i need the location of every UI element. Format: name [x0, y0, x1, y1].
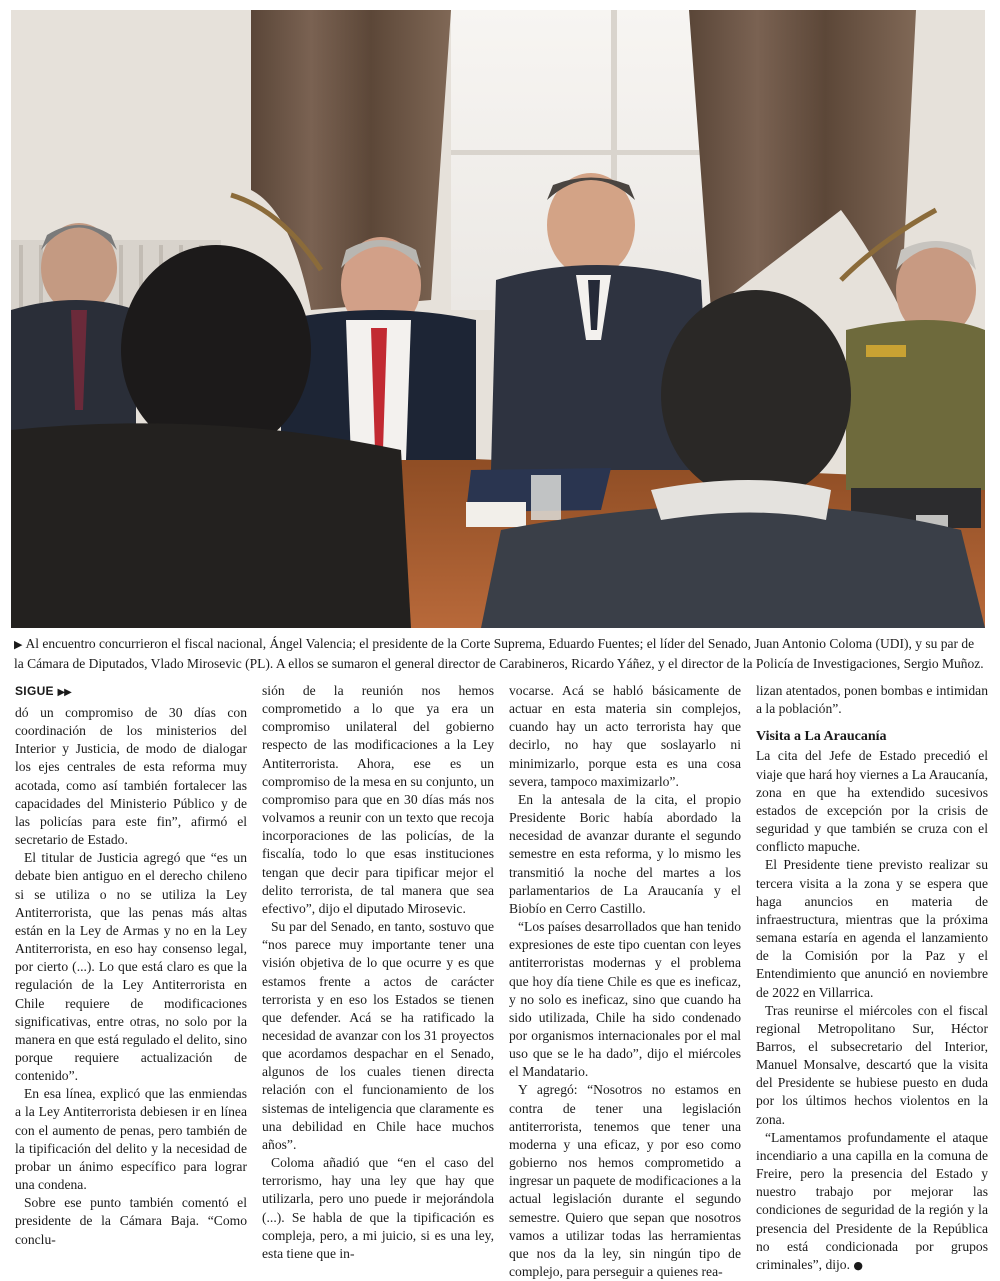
- article-column-2: [262, 682, 494, 1263]
- paragraph: lizan atentados, ponen bombas e intimidan a la población”.: [756, 683, 988, 717]
- paragraph: Coloma añadió que “en el caso del terrorismo, hay una ley que hay que utilizarla, pero uno puede ir mejorándola (...). Se habla de que la tipificación es compleja, pero, a mi juicio, si es una ley, esta tiene que in-: [262, 1155, 494, 1261]
- paragraph: En esa línea, explicó que las enmiendas a la Ley Antiterrorista debiesen ir en línea con el aumento de penas, pero también de la tipificación del delito y la necesidad de probar un ánimo específico para lograr una condena.: [15, 1086, 247, 1193]
- double-arrow-right-icon: ▶▶: [57, 687, 71, 698]
- paragraph: vocarse. Acá se habló básicamente de actuar en esta materia sin complejos, cuando hay un acto terrorista hay que decirlo, no hay que soslayarlo ni minimizarlo, porque esta es una cosa severa, tampoco maximizarlo”.: [509, 683, 741, 789]
- meeting-photo: [11, 10, 985, 628]
- article-column-3: [509, 682, 741, 1281]
- paragraph: [756, 1129, 988, 1275]
- meeting-photo-illustration: [11, 10, 985, 628]
- paragraph: “Los países desarrollados que han tenido expresiones de este tipo cuentan con leyes antiterroristas modernas y el problema que hoy día tiene Chile es que es ineficaz, y no solo es ineficaz, sino que cuando ha sido utilizada, Chile ha sido condenado por organismos internacionales por el mal uso que se le ha dado”, dijo el miércoles el Mandatario.: [509, 919, 741, 1080]
- paragraph-text: “Lamentamos profundamente el ataque incendiario a una capilla en la comuna de Freire, pero la presencia del Estado y nuestro trabajo por mejorar las condiciones de seguridad de la región y la presencia del Presidente de la República no está condicionada por grupos criminales”, dijo.: [756, 1129, 988, 1272]
- paragraph: sión de la reunión nos hemos comprometido a lo que ya era un compromiso unilateral del gobierno respecto de las modificaciones a la Ley Antiterrorista. Ahora, ese es un compromiso de la mesa en su conjunto, un compromiso para que en 30 días más nos volvamos a reunir con un texto que recoja incorporaciones de las policías, de la fiscalía, todo lo que esas instituciones tengan que decir para tipificar mejor el delito terrorista, de tal manera que sea efectivo”, dijo el diputado Mirosevic.: [262, 683, 494, 916]
- article-column-1: [15, 682, 247, 1249]
- caption-text: Al encuentro concurrieron el fiscal nacional, Ángel Valencia; el presidente de la Corte Suprema, Eduardo Fuentes; el líder del Senado, Juan Antonio Coloma (UDI), y su par de la Cámara de Diputados, Vlado Mirosevic (PL). A ellos se sumaron el general director de Carabineros, Ricardo Yáñez, y el director de la Policía de Investigaciones, Sergio Muñoz.: [14, 636, 984, 671]
- paragraph: Sobre ese punto también comentó el presidente de la Cámara Baja. “Como conclu-: [15, 1195, 247, 1247]
- paragraph: El titular de Justicia agregó que “es un debate bien antiguo en el derecho chileno si se utiliza o no se utiliza la Ley Antiterrorista, que las penas más altas están en la Ley de Armas y no en la Ley Antiterrorista, en eso hay consenso legal, por cierto (...). Lo que está claro es que la regulación de la Ley Antiterrorista en Chile requiere de modificaciones significativas, entre otras, no solo por la manera en que está regulado el delito, sino porque requiere actualización de contenido”.: [15, 850, 247, 1084]
- paragraph: Y agregó: “Nosotros no estamos en contra de tener una legislación antiterrorista, tenemos que tener una moderna y una eficaz, y por eso como gobierno nos hemos comprometido a ingresar un paquete de modificaciones a la actual legislación durante el segundo semestre. Quiero que sepan que nosotros vamos a utilizar todas las herramientas que nos da la ley, sin ningún tipo de complejo, para perseguir a quienes rea-: [509, 1082, 741, 1279]
- photo-caption: [14, 635, 986, 673]
- paragraph: En la antesala de la cita, el propio Presidente Boric había abordado la necesidad de avanzar durante el segundo semestre en esta reforma, y lo mismo les transmitió la noche del martes a los parlamentarios de La Araucanía y el Biobío en Cerro Castillo.: [509, 791, 741, 916]
- paragraph: Su par del Senado, en tanto, sostuvo que “nos parece muy importante tener una visión objetiva de lo que ocurre y es que estamos frente a actos de carácter terrorista y en eso los Estados se tienen que defender. Acá se ha ratificado la necesidad de avanzar con los 31 proyectos que acordamos despachar en el Senado, algunos de los cuales tienen directa relación con el funcionamiento de los sistemas de inteligencia que claramente es una debilidad en Chile hace muchos años”.: [262, 919, 494, 1152]
- end-mark-icon: ●: [853, 1258, 864, 1272]
- paragraph: Tras reunirse el miércoles con el fiscal regional Metropolitano Sur, Héctor Barros, el subsecretario del Interior, Manuel Monsalve, descartó que la visita del Presidente se hubiese puesto en duda por los últimos hechos violentos en la zona.: [756, 1002, 988, 1127]
- sigue-text: SIGUE: [15, 684, 54, 698]
- paragraph: La cita del Jefe de Estado precedió el viaje que hará hoy viernes a La Araucanía, zona en que ha extendido sucesivos estados de excepción por la crisis de seguridad y que también se cruza con el conflicto mapuche.: [756, 748, 988, 855]
- section-subheading: Visita a La Araucanía: [756, 729, 887, 745]
- paragraph: dó un compromiso de 30 días con coordinación de los ministerios del Interior y Justicia, de modo de dialogar los ejes centrales de esta reforma muy acotada, como así también fortalecer las capacidades del Ministerio Público y de las policías para este fin”, afirmó el secretario de Estado.: [15, 705, 247, 848]
- sigue-label: [15, 682, 247, 698]
- paragraph: El Presidente tiene previsto realizar su tercera visita a la zona y se espera que haga anuncios en materia de infraestructura, mientras que la próxima semana estaría en agenda el lanzamiento de la Comisión por la Paz y el Entendimiento que anunció en noviembre de 2022 en Villarrica.: [756, 857, 988, 1000]
- article-column-4: [756, 682, 988, 1275]
- triangle-right-icon: ▶: [14, 638, 23, 651]
